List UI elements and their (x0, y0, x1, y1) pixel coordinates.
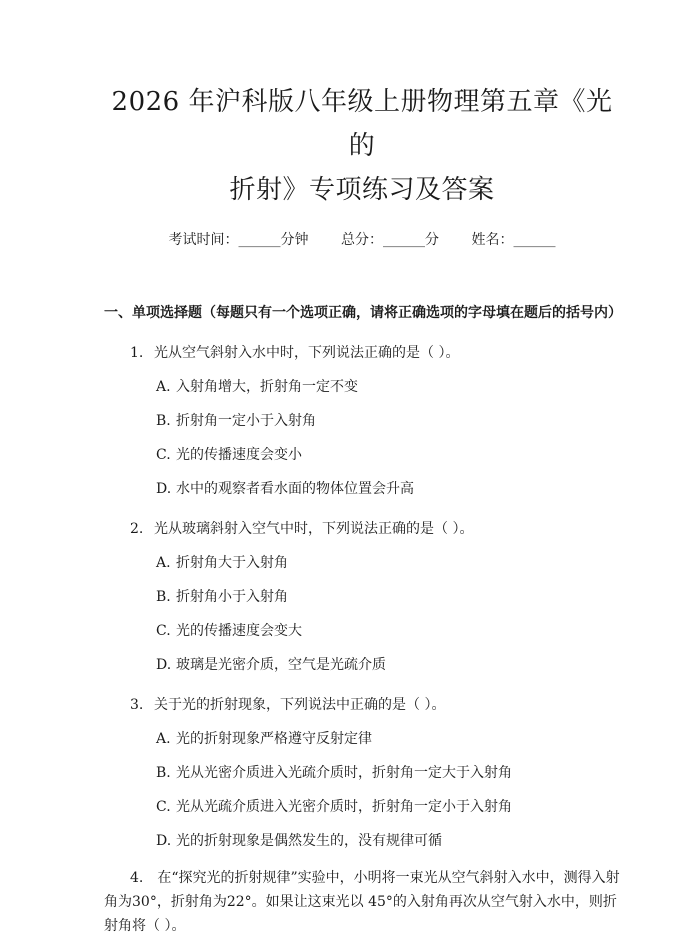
option-letter: C. (156, 447, 171, 463)
option-letter: C. (156, 799, 171, 815)
option-letter: A. (156, 555, 171, 571)
option-letter: D. (156, 657, 172, 673)
option-item (156, 410, 620, 432)
question-block (104, 518, 620, 676)
option-letter: D. (156, 833, 172, 849)
option-text: 光的折射现象严格遵守反射定律 (176, 731, 372, 747)
title-line-2: 折射》专项练习及答案 (229, 175, 495, 205)
question-4-text: 4. 在“探究光的折射规律”实验中，小明将一束光从空气斜射入水中，测得入射角为30°，折射角为22°。如果让这束光以 45°的入射角再次从空气射入水中，则折射角将（ ）。 (104, 870, 620, 934)
question-number: 3. (130, 697, 144, 713)
question-block (104, 342, 620, 500)
section-heading: 一、单项选择题（每题只有一个选项正确，请将正确选项的字母填在题后的括号内） (104, 305, 622, 321)
question-stem (130, 518, 620, 540)
student-name: 姓名：______ (471, 232, 556, 248)
option-text: 折射角一定小于入射角 (176, 413, 316, 429)
option-item (156, 796, 620, 818)
option-item (156, 654, 620, 676)
title-line-1: 2026 年沪科版八年级上册物理第五章《光的 (111, 87, 613, 161)
option-item (156, 728, 620, 750)
option-text: 光的传播速度会变小 (176, 447, 302, 463)
option-letter: C. (156, 623, 171, 639)
option-letter: B. (156, 413, 171, 429)
total-score: 总分：______分 (341, 232, 439, 248)
option-item (156, 552, 620, 574)
question-number: 1. (130, 345, 144, 361)
option-list (104, 376, 620, 500)
question-block (104, 694, 620, 852)
exam-time: 考试时间：______分钟 (168, 232, 309, 248)
question-text: 光从玻璃斜射入空气中时，下列说法正确的是（ ）。 (154, 521, 474, 537)
option-letter: B. (156, 589, 171, 605)
option-text: 折射角小于入射角 (176, 589, 288, 605)
option-text: 光的传播速度会变大 (176, 623, 302, 639)
option-letter: A. (156, 731, 171, 747)
option-item (156, 444, 620, 466)
document-title (104, 0, 620, 212)
question-text: 关于光的折射现象，下列说法中正确的是（ ）。 (154, 697, 446, 713)
option-item (156, 620, 620, 642)
question-stem (130, 694, 620, 716)
option-item (156, 376, 620, 398)
option-letter: A. (156, 379, 171, 395)
option-list (104, 728, 620, 852)
question-number: 2. (130, 521, 144, 537)
question-text: 光从空气斜射入水中时，下列说法正确的是（ ）。 (154, 345, 460, 361)
question-stem (130, 342, 620, 364)
option-text: 水中的观察者看水面的物体位置会升高 (176, 481, 414, 497)
option-list (104, 552, 620, 676)
option-item (156, 762, 620, 784)
option-text: 光的折射现象是偶然发生的，没有规律可循 (176, 833, 442, 849)
option-item (156, 830, 620, 852)
option-letter: B. (156, 765, 171, 781)
option-text: 光从光密介质进入光疏介质时，折射角一定大于入射角 (176, 765, 512, 781)
option-text: 光从光疏介质进入光密介质时，折射角一定小于入射角 (176, 799, 512, 815)
exam-meta (104, 230, 620, 250)
option-text: 折射角大于入射角 (176, 555, 288, 571)
option-item (156, 478, 620, 500)
option-letter: D. (156, 481, 172, 497)
option-text: 入射角增大，折射角一定不变 (176, 379, 358, 395)
option-item (156, 586, 620, 608)
option-text: 玻璃是光密介质，空气是光疏介质 (176, 657, 386, 673)
